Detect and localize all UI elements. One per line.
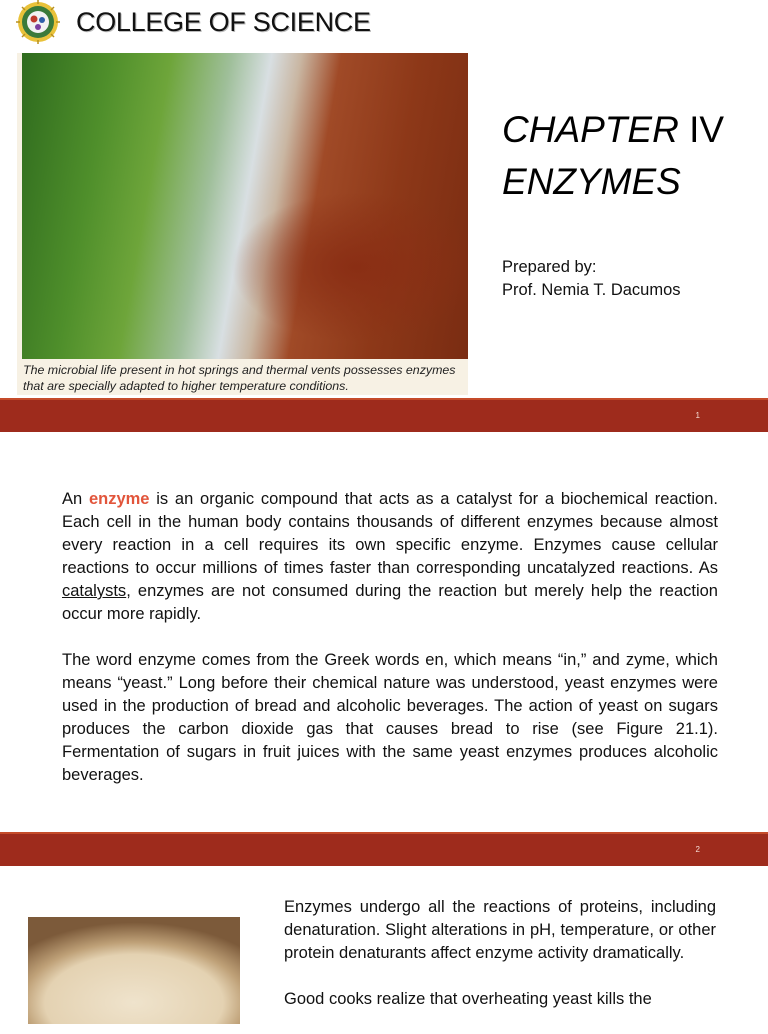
microbial-mat-image xyxy=(22,53,468,359)
paragraph: Good cooks realize that overheating yeast kills the xyxy=(284,990,652,1008)
text-run: , enzymes are not consumed during the reaction but merely help the reaction occur more rapidly. xyxy=(62,582,718,623)
catalysts-link[interactable]: catalysts xyxy=(62,582,127,600)
paragraph: Enzymes undergo all the reactions of proteins, including denaturation. Slight alterations in pH, temperature, or other protein denaturants affect enzyme activity dramatically. xyxy=(284,898,716,962)
college-seal-icon xyxy=(10,0,66,44)
author-name: Prof. Nemia T. Dacumos xyxy=(502,281,681,299)
hot-spring-photo xyxy=(17,53,468,395)
paragraph xyxy=(62,488,718,626)
paragraph: The word enzyme comes from the Greek words en, which means “in,” and zyme, which means “yeast.” Long before their chemical nature was understood, yeast enzymes were used in the production of bread and alcoholic beverages. The action of yeast on sugars produces the carbon dioxide gas that causes bread to rise (see Figure 21.1). Fermentation of sugars in fruit juices with the same yeast enzymes produces alcoholic beverages. xyxy=(62,651,718,784)
page-number: 2 xyxy=(695,845,700,854)
photo-caption: The microbial life present in hot springs and thermal vents possesses enzymes that are specially adapted to higher temperature conditions. xyxy=(23,363,456,393)
text-run: An xyxy=(62,490,89,508)
slide-1 xyxy=(0,0,768,400)
chapter-title xyxy=(502,104,724,208)
prepared-label: Prepared by: xyxy=(502,258,597,276)
chapter-word: CHAPTER xyxy=(502,109,679,150)
slide-2-text xyxy=(62,488,718,810)
chapter-number: IV xyxy=(689,109,725,150)
slide-divider xyxy=(0,832,768,866)
enzyme-term: enzyme xyxy=(88,490,150,508)
college-title: COLLEGE OF SCIENCE xyxy=(76,6,371,37)
slide-divider xyxy=(0,398,768,432)
header xyxy=(10,0,371,44)
page-number: 1 xyxy=(695,411,700,420)
bread-dough-photo xyxy=(28,917,240,1024)
prepared-by xyxy=(502,256,681,302)
chapter-subject: ENZYMES xyxy=(502,161,681,202)
text-run: is an organic compound that acts as a catalyst for a biochemical reaction. Each cell in the human body contains thousands of different enzymes because almost every reaction in a cell requires its own specific enzyme. Enzymes cause cellular reactions to occur millions of times faster than corresponding uncatalyzed reactions. As xyxy=(62,490,718,577)
slide-3-text xyxy=(284,896,716,1034)
